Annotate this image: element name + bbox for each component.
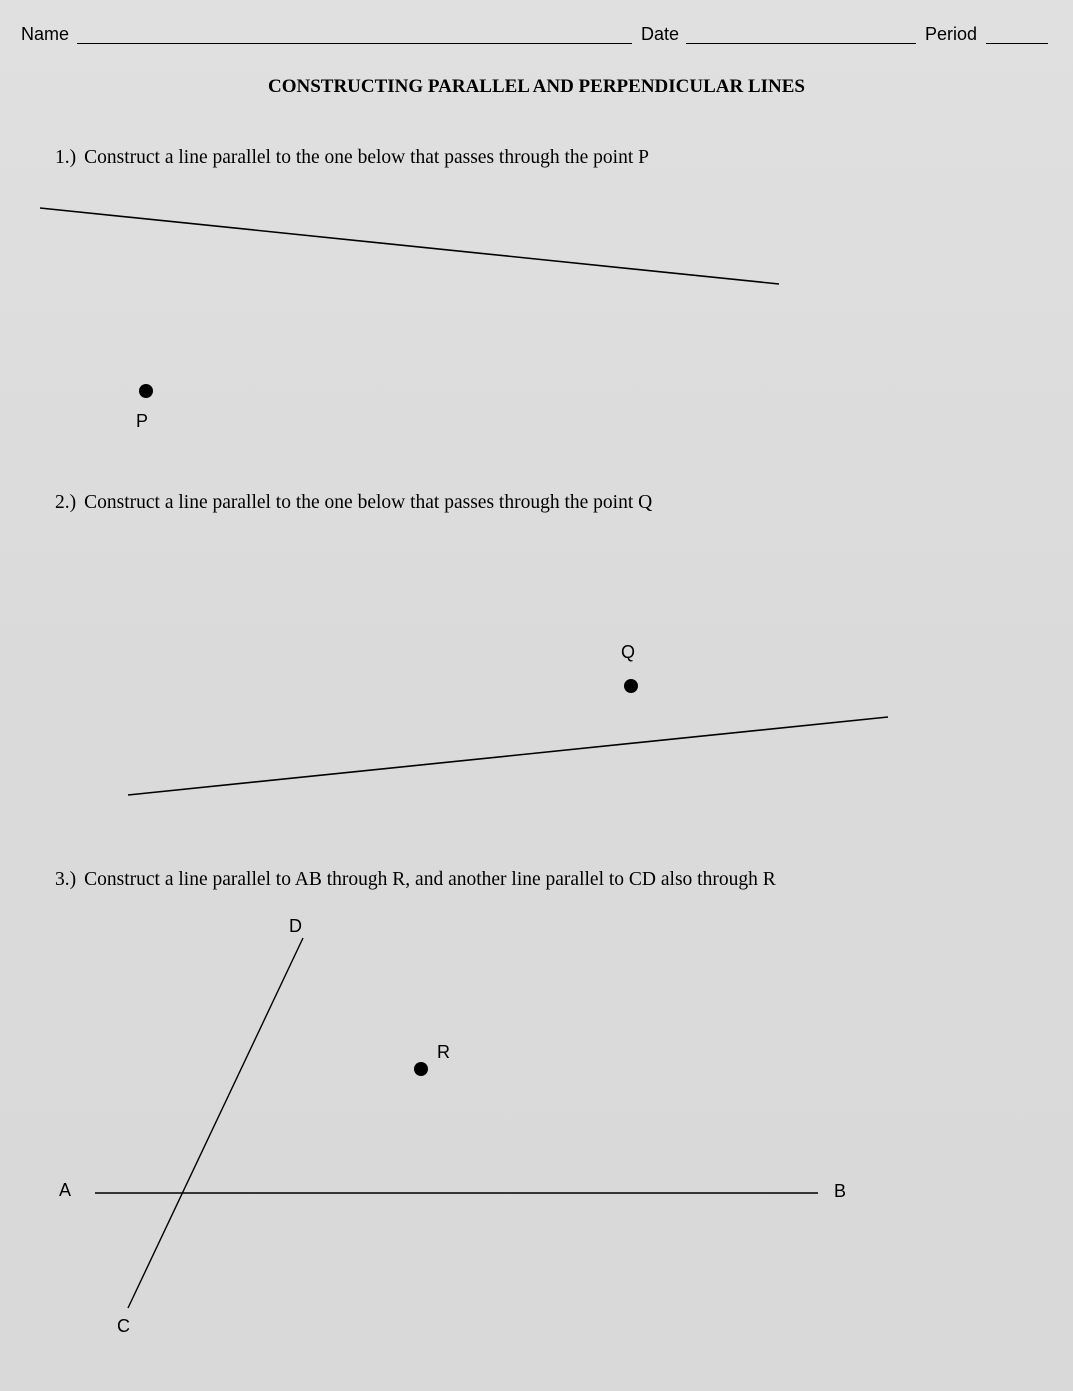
question-2-text: Construct a line parallel to the one below that passes through the point Q [84,492,653,513]
question-3-text: Construct a line parallel to AB through R, and another line parallel to CD also through R [84,869,776,890]
point-q-label: Q [621,642,636,662]
question-2-number: 2.) [55,492,77,513]
point-b-label: B [834,1181,847,1201]
period-label: Period [925,24,978,44]
name-label: Name [21,24,70,44]
point-q-dot [624,679,638,693]
point-p-dot [139,384,153,398]
point-r-label: R [437,1042,450,1062]
point-r-dot [414,1062,428,1076]
figure-1-line [40,208,779,284]
question-1-text: Construct a line parallel to the one below that passes through the point P [84,147,649,168]
point-a-label: A [59,1180,72,1200]
point-d-label: D [289,916,302,936]
date-label: Date [641,24,680,44]
line-cd [128,938,303,1308]
page-title: CONSTRUCTING PARALLEL AND PERPENDICULAR LINES [267,76,805,97]
point-p-label: P [136,411,149,431]
figure-2-line [128,717,888,795]
question-3-number: 3.) [55,869,77,890]
point-c-label: C [117,1316,130,1336]
question-1-number: 1.) [55,147,77,168]
